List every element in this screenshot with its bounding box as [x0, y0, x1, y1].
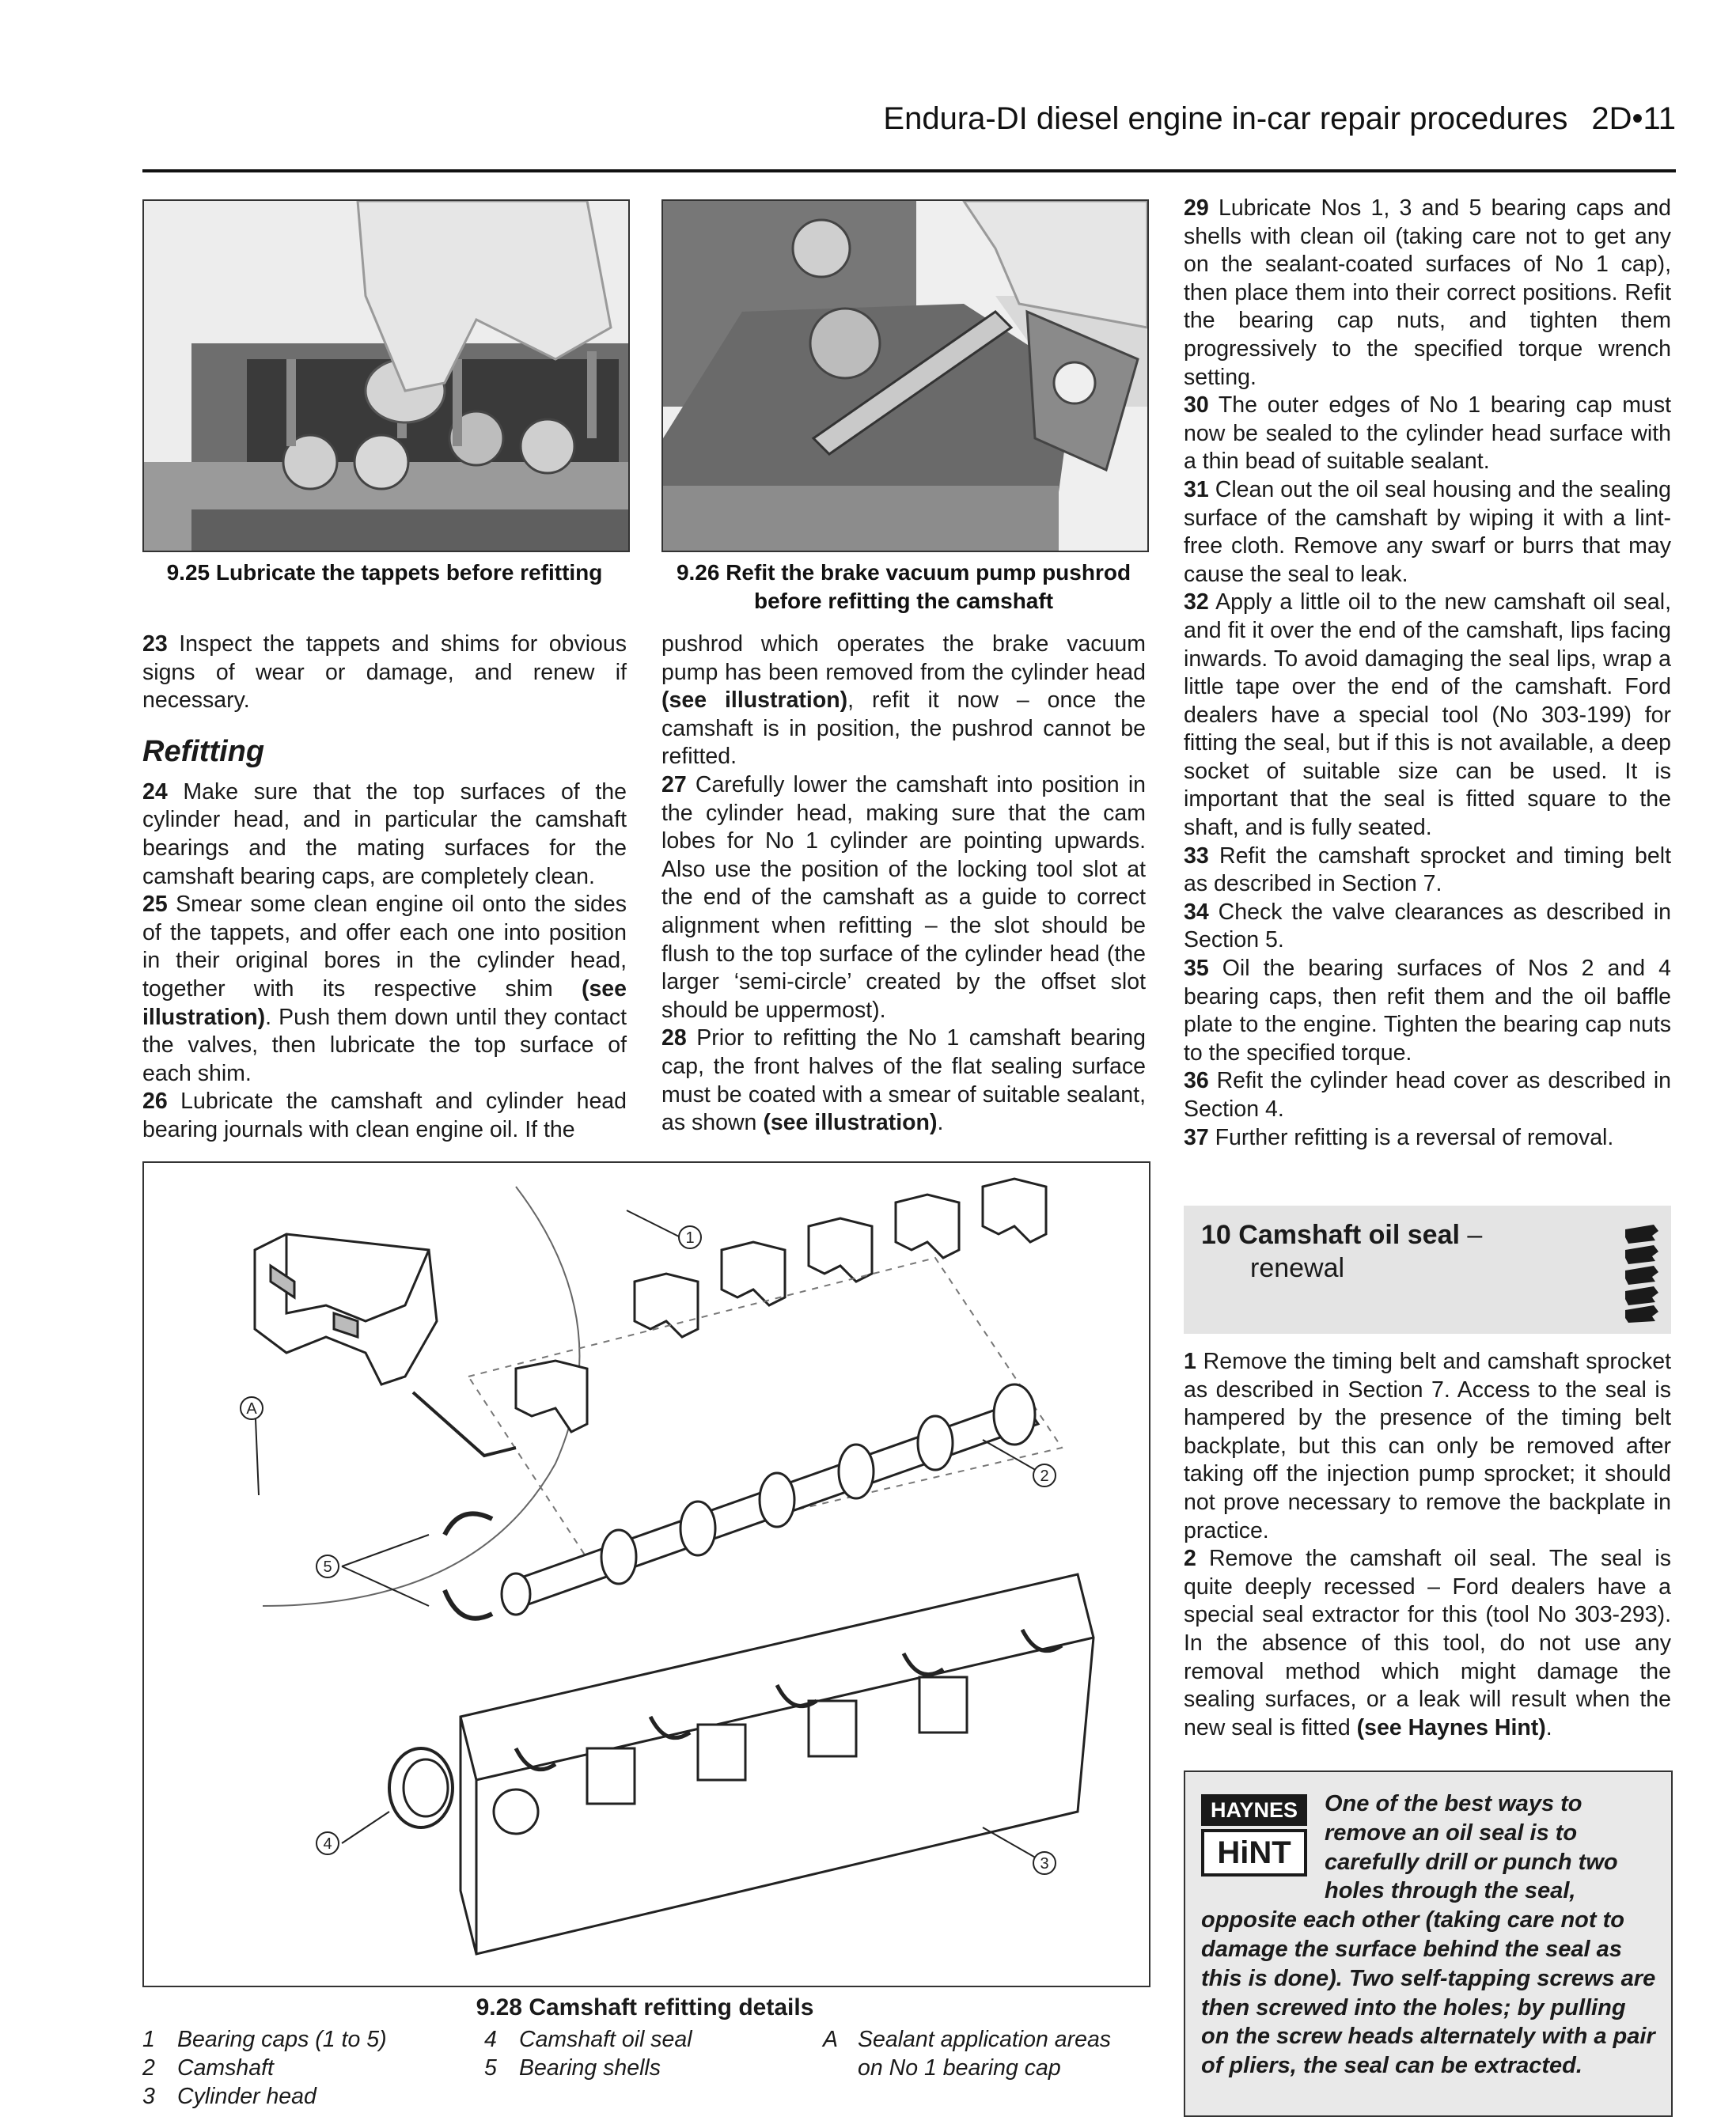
- legend-item: 2 Camshaft: [142, 2055, 274, 2081]
- para-35: 35 Oil the bearing surfaces of Nos 2 and 4 bearing caps, then refit them and the oil baffle plate to the engine. Tighten the bearing cap nuts to the specified torque.: [1184, 956, 1671, 1066]
- figure-camshaft-refitting: [142, 1161, 1150, 1987]
- para-24: 24 Make sure that the top surfaces of the cylinder head, and in particular the camshaft bearings and the mating surfaces for the camshaft bearing caps, are completely clean.: [142, 778, 627, 889]
- section-title: 10 Camshaft oil seal –: [1201, 1220, 1483, 1250]
- section-subtitle: renewal: [1250, 1253, 1345, 1283]
- photo-caption-pushrod-line2: before refitting the camshaft: [753, 589, 1054, 613]
- legend-col-1: [142, 2025, 387, 2111]
- hint-logo-top: HAYNES: [1201, 1794, 1307, 1826]
- para-23: 23 Inspect the tappets and shims for obvious signs of wear or damage, and renew if necessary.: [142, 631, 627, 714]
- header-title: Endura-DI diesel engine in-car repair procedures: [883, 101, 1568, 136]
- para-32: 32 Apply a little oil to the new camshaft oil seal, and fit it over the end of the camshaft, lips facing inwards. To avoid damaging the seal lips, wrap a little tape over the end of the camshaft. Ford dealers have a special tool (No 303-199) for fitting the seal, but if this is not available, a deep socket of suitable size can be used. It is important that the seal is fitted square to the shaft, and is fully seated.: [1184, 589, 1671, 841]
- legend-col-2: [484, 2025, 692, 2082]
- difficulty-spanner-icon: [1620, 1221, 1663, 1323]
- para-27: 27 Carefully lower the camshaft into position in the cylinder head, making sure that the cam lobes for No 1 cylinder are pointing upwards. Also use the position of the locking tool slot at the end of the camshaft as a guide to correct alignment when refitting – the slot should be flush to the top surface of the cylinder head (the larger ‘semi-circle’ created by the offset slot should be uppermost).: [661, 771, 1147, 1023]
- haynes-hint-box: [1184, 1770, 1673, 2117]
- para-28: 28 Prior to refitting the No 1 camshaft bearing cap, the front halves of the flat sealing surface must be coated with a smear of suitable sealant, as shown (see illustration).: [661, 1025, 1147, 1136]
- photo-pushrod-image: [663, 201, 1147, 551]
- see-illustration-link: (see illustration): [142, 975, 627, 1030]
- para-30: 30 The outer edges of No 1 bearing cap must now be sealed to the cylinder head surface with a thin bead of suitable sealant.: [1184, 392, 1672, 475]
- figure-caption: 9.28 Camshaft refitting details: [476, 1994, 814, 2020]
- legend-item: 5 Bearing shells: [484, 2055, 661, 2081]
- photo-pushrod: [661, 199, 1149, 552]
- callout-2-label: 2: [1040, 1468, 1049, 1485]
- legend-col-3: [823, 2025, 1111, 2082]
- callout-3-label: 3: [1040, 1855, 1049, 1873]
- column-1: [142, 631, 627, 1145]
- legend-item: 3 Cylinder head: [142, 2084, 316, 2109]
- photo-caption-tappets: 9.25 Lubricate the tappets before refitting: [166, 560, 603, 585]
- column-3: [1184, 195, 1671, 1152]
- legend-item: A Sealant application areas: [823, 2027, 1112, 2052]
- heading-refitting: Refitting: [142, 734, 265, 768]
- para-34: 34 Check the valve clearances as described in Section 5.: [1184, 899, 1672, 953]
- see-haynes-hint-link: (see Haynes Hint): [1356, 1714, 1546, 1740]
- para-2: 2 Remove the camshaft oil seal. The seal is quite deeply recessed – Ford dealers have a special seal extractor for this (tool No 303-293). In the absence of this tool, do not use any removal method which might damage the sealing surfaces, or a leak will result when the new seal is fitted (see Haynes Hint).: [1184, 1546, 1671, 1740]
- para-33: 33 Refit the camshaft sprocket and timing belt as described in Section 7.: [1184, 843, 1672, 897]
- page-number: 2D•11: [1591, 101, 1676, 136]
- callout-4-label: 4: [323, 1835, 332, 1853]
- callout-5-label: 5: [323, 1558, 332, 1576]
- camshaft-exploded-diagram: [144, 1163, 1149, 1986]
- para-31: 31 Clean out the oil seal housing and the sealing surface of the camshaft by wiping it with a lint-free cloth. Remove any swarf or burrs that may cause the seal to leak.: [1184, 476, 1671, 587]
- para-37: 37 Further refitting is a reversal of removal.: [1184, 1124, 1614, 1150]
- running-header: [142, 95, 1676, 142]
- photo-caption-pushrod: [661, 559, 1146, 615]
- hint-logo-bottom: HiNT: [1201, 1829, 1307, 1877]
- photo-tappets: [142, 199, 630, 552]
- para-1: 1 Remove the timing belt and camshaft sprocket as described in Section 7. Access to the seal is hampered by the presence of the timing belt backplate, but this can only be removed after taking off the injection pump sprocket; it should not prove necessary to remove the backplate in practice.: [1184, 1349, 1671, 1543]
- legend-item: on No 1 bearing cap: [858, 2055, 1061, 2081]
- callout-1-label: 1: [685, 1229, 695, 1247]
- para-26-cont: pushrod which operates the brake vacuum pump has been removed from the cylinder head (see illustration), refit it now – once the camshaft is in position, the pushrod cannot be refitted.: [661, 631, 1147, 770]
- section-header-box: [1184, 1206, 1671, 1334]
- see-illustration-link: (see illustration): [661, 687, 848, 714]
- para-36: 36 Refit the cylinder head cover as described in Section 4.: [1184, 1068, 1671, 1122]
- legend-item: 1 Bearing caps (1 to 5): [142, 2027, 387, 2052]
- photo-tappets-image: [144, 201, 628, 551]
- header-rule: [142, 169, 1676, 172]
- para-25: 25 Smear some clean engine oil onto the sides of the tappets, and offer each one into position in their original bores in the cylinder head, together with its respective shim (see illustration). Push them down until they contact the valves, then lubricate the top surface of each shim.: [142, 892, 627, 1086]
- see-illustration-link: (see illustration): [763, 1110, 938, 1136]
- legend-item: 4 Camshaft oil seal: [484, 2027, 692, 2052]
- column-2: [661, 631, 1146, 1138]
- photo-caption-pushrod-line1: 9.26 Refit the brake vacuum pump pushrod: [676, 560, 1131, 585]
- para-26: 26 Lubricate the camshaft and cylinder head bearing journals with clean engine oil. If the: [142, 1089, 627, 1142]
- column-3-lower: [1184, 1348, 1671, 1742]
- para-29: 29 Lubricate Nos 1, 3 and 5 bearing caps and shells with clean oil (taking care not to get any on the sealant-coated surfaces of No 1 cap), then place them into their correct positions. Refit the bearing cap nuts, and tighten them progressively to the specified torque wrench setting.: [1184, 195, 1671, 390]
- hint-text: One of the best ways to remove an oil seal is to carefully drill or punch two holes through the seal, opposite each other (taking care not to damage the surface behind the seal as this is done). Two self-tapping screws are then screwed into the holes; by pulling on the screw heads alternately with a pair of pliers, the seal can be extracted.: [1201, 1791, 1656, 2079]
- callout-a-label: A: [246, 1400, 257, 1418]
